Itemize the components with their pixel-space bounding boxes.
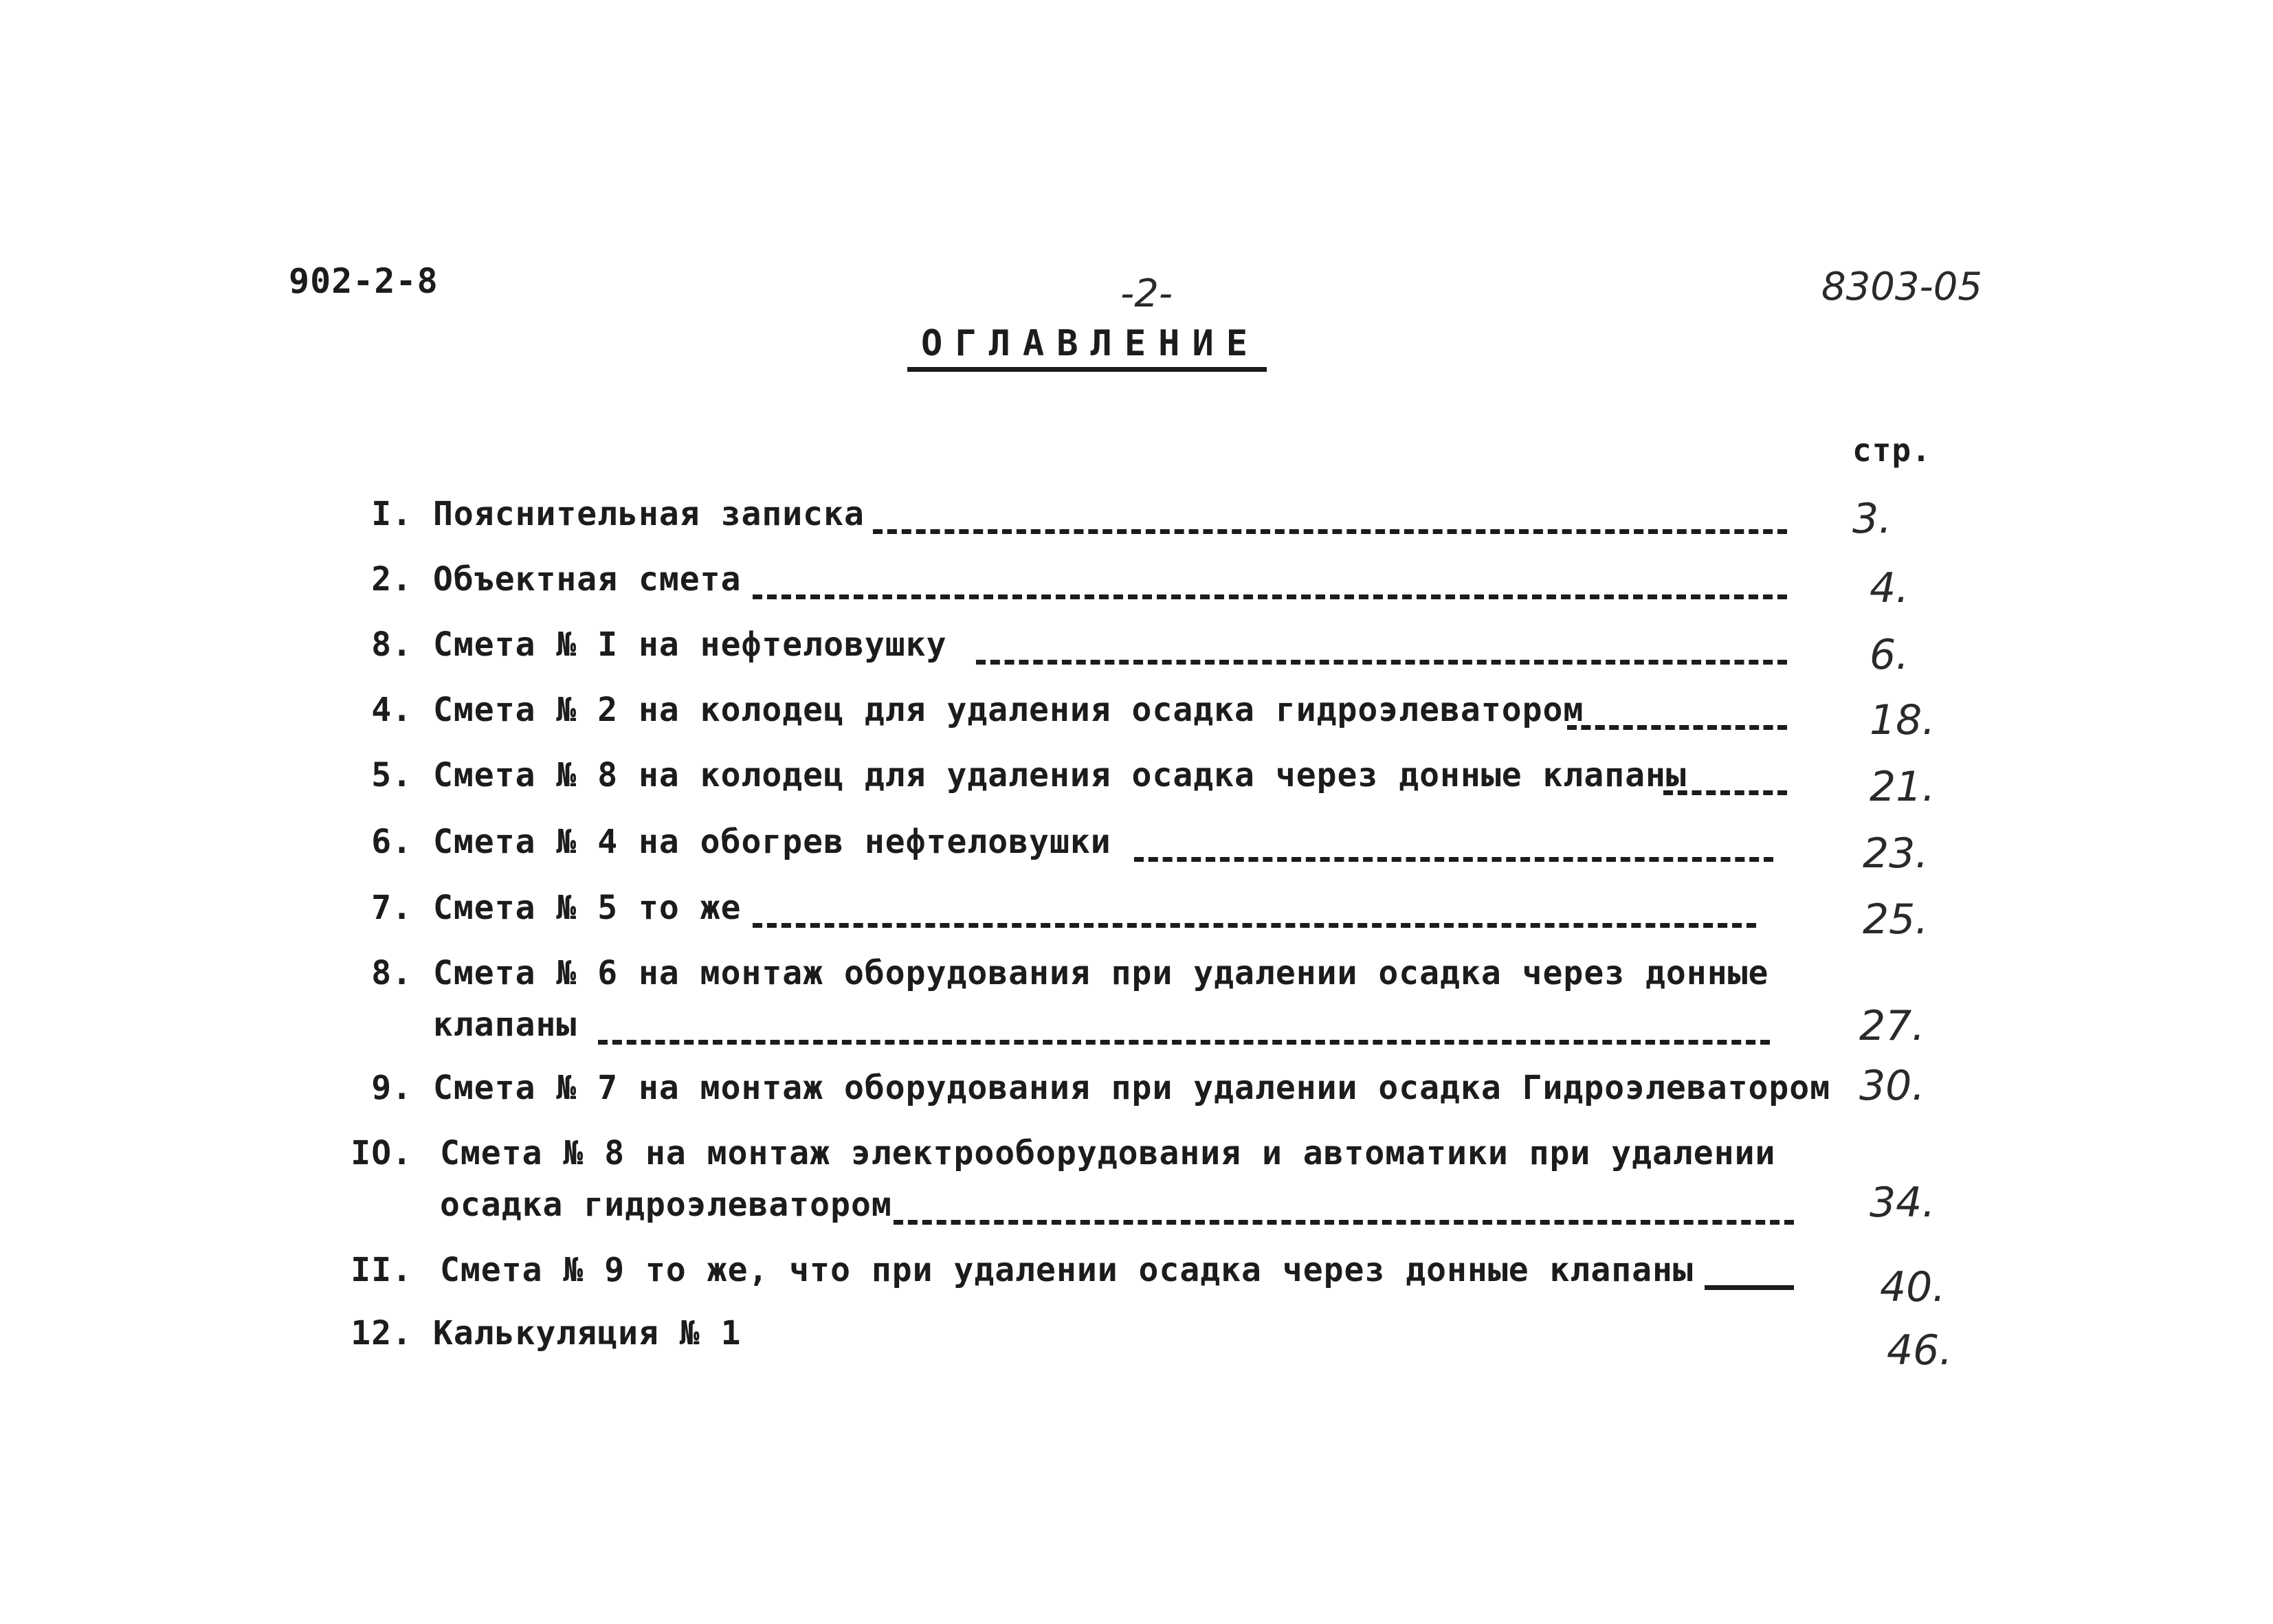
toc-leader-line	[598, 1040, 1770, 1045]
toc-entry-text: Смета № 4 на обогрев нефтеловушки	[433, 823, 1111, 861]
toc-entry-text-continued: клапаны	[433, 1005, 577, 1044]
toc-entry-text: Смета № 8 на колодец для удаления осадка через донные клапаны	[433, 756, 1687, 794]
toc-entry-page: 18.	[1870, 696, 1936, 744]
toc-entry-text: Объектная смета	[433, 560, 742, 599]
toc-leader-line	[1663, 790, 1787, 795]
toc-entry-number: IO.	[351, 1134, 412, 1172]
toc-entry-number: 12.	[351, 1314, 412, 1353]
toc-entry	[0, 823, 2273, 878]
toc-entry-page: 27.	[1859, 1002, 1925, 1050]
toc-entry	[0, 1134, 2273, 1244]
toc-entry-page: 6.	[1870, 631, 1909, 679]
toc-leader-line	[976, 660, 1787, 665]
toc-entry-text-continued: осадка гидроэлеватором	[440, 1186, 892, 1224]
toc-entry	[0, 756, 2273, 811]
toc-entry-number: 4.	[371, 691, 412, 729]
toc-leader-line	[753, 594, 1787, 599]
toc-entry-page: 46.	[1887, 1326, 1953, 1375]
document-code: 902-2-8	[289, 261, 439, 301]
toc-entry	[0, 495, 2273, 543]
toc-entry-page: 21.	[1870, 763, 1936, 811]
archive-number: 8303-05	[1821, 265, 1982, 309]
toc-entry	[0, 954, 2273, 1064]
toc-entry-text: Калькуляция № 1	[433, 1314, 742, 1353]
toc-title: ОГЛАВЛЕНИЕ	[907, 323, 1267, 372]
toc-entry	[0, 1314, 2273, 1375]
toc-entry	[0, 560, 2273, 612]
toc-entry-text: Смета № 2 на колодец для удаления осадка гидроэлеватором	[433, 691, 1584, 729]
toc-entry-page: 25.	[1863, 896, 1929, 944]
toc-entry	[0, 691, 2273, 744]
toc-leader-line	[894, 1220, 1794, 1225]
toc-entry-text: Смета № I на нефтеловушку	[433, 625, 947, 664]
toc-leader-line	[1705, 1285, 1794, 1290]
toc-entry-text: Смета № 5 то же	[433, 889, 742, 927]
page-number: -2-	[1120, 271, 1173, 316]
toc-entry-page: 23.	[1863, 830, 1929, 878]
toc-entry-text: Пояснительная записка	[433, 495, 865, 533]
toc-entry-number: 5.	[371, 756, 412, 794]
toc-entry-number: 6.	[371, 823, 412, 861]
toc-entry-number: 8.	[371, 954, 412, 992]
toc-leader-line	[1567, 725, 1787, 730]
toc-entry	[0, 1062, 2273, 1117]
toc-entry-text: Смета № 9 то же, что при удалении осадка через донные клапаны	[440, 1251, 1694, 1289]
toc-leader-line	[873, 529, 1787, 534]
toc-entry-number: II.	[351, 1251, 412, 1289]
toc-entry-number: 9.	[371, 1069, 412, 1107]
toc-entry	[0, 889, 2273, 944]
toc-entry-page: 4.	[1870, 564, 1909, 612]
toc-entry-text: Смета № 8 на монтаж электрооборудования и автоматики при удалении	[440, 1134, 1776, 1172]
toc-entry-number: 7.	[371, 889, 412, 927]
toc-entry-number: I.	[371, 495, 412, 533]
pages-column-header: стр.	[1852, 432, 1931, 469]
toc-leader-line	[1134, 857, 1773, 862]
toc-entry-number: 8.	[371, 625, 412, 664]
toc-entry-page: 3.	[1852, 495, 1892, 543]
toc-entry	[0, 1251, 2273, 1311]
toc-entry-page: 34.	[1870, 1179, 1936, 1227]
toc-entry-page: 40.	[1880, 1263, 1946, 1311]
toc-entry-text: Смета № 6 на монтаж оборудования при удалении осадка через донные	[433, 954, 1769, 992]
toc-leader-line	[753, 923, 1756, 928]
toc-entry-page: 30.	[1859, 1062, 1925, 1110]
toc-entry	[0, 625, 2273, 679]
toc-entry-text: Смета № 7 на монтаж оборудования при удалении осадка Гидроэлеватором	[433, 1069, 1831, 1107]
toc-entry-number: 2.	[371, 560, 412, 599]
